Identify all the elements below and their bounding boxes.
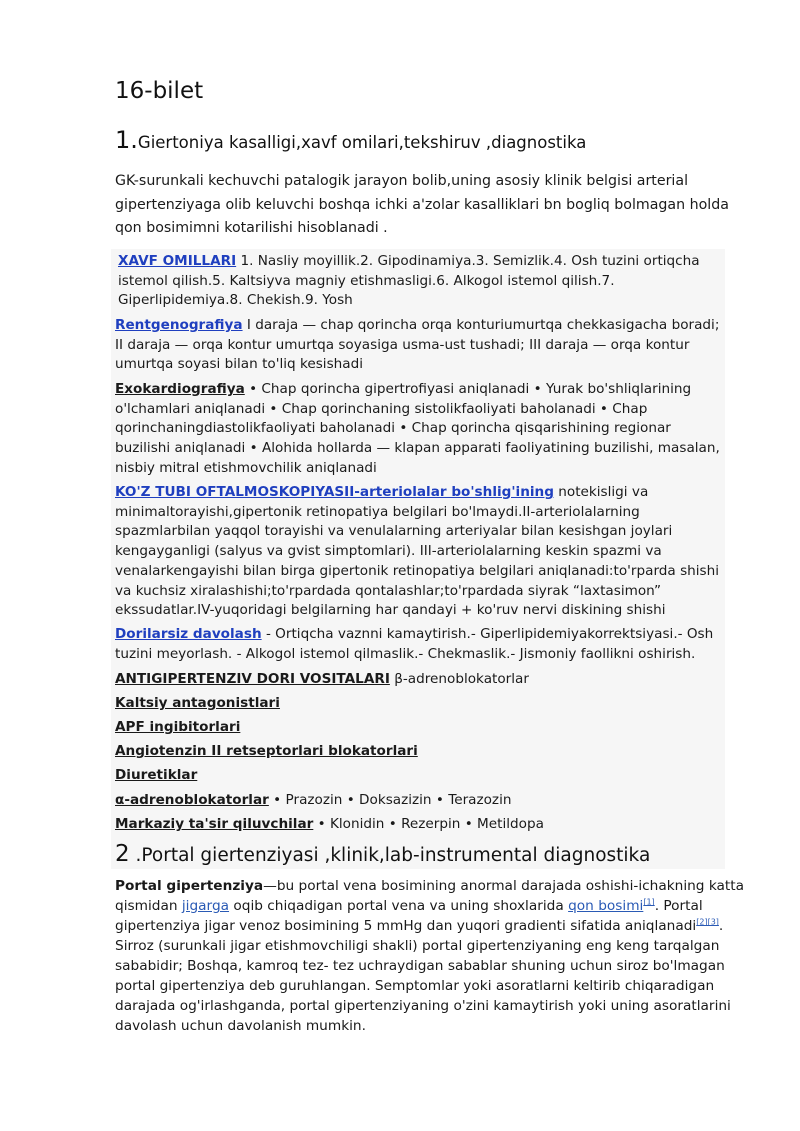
antihypertensive-drugs-line: [115, 670, 725, 690]
portal-hypertension-term: Portal gipertenziya: [115, 878, 264, 894]
ophthalmoscopy-link[interactable]: KO'Z TUBI OFTALMOSKOPIYASII-arteriolalar bo'shlig'ining: [115, 484, 554, 500]
question-2-heading: [115, 841, 650, 867]
risk-factors-paragraph: [115, 252, 725, 311]
arb-line: [115, 742, 725, 762]
arb-label: Angiotenzin II retseptorlari blokatorlari: [115, 743, 418, 759]
ophthalmoscopy-paragraph: [115, 483, 725, 621]
radiography-paragraph: [115, 316, 725, 375]
question-2-number: 2: [115, 841, 130, 867]
portal-text-3: . Portal gipertenziya jigar venoz bosimining 5 mmHg dan yuqori gradienti sifatida aniqlanadi: [115, 898, 703, 934]
calcium-antagonists-line: [115, 694, 725, 714]
portal-text-4: . Sirroz (surunkali jigar etishmovchiligi shakli) portal gipertenziyaning eng keng tarqalgan sababidir; Boshqa, kamroq tez- tez uchraydigan sabablar shuning uchun siroz bo'lmagan portal gipertenziya deb guruhlangan. Semptomlar yoki asoratlarni keltirib chiqaradigan darajada og'irlashganda, portal gipertenziyaning o'zini kamaytirish yoki uning asoratlarini davolash uchun davolanish mumkin.: [115, 918, 731, 1034]
beta-blockers-text: β-adrenoblokatorlar: [389, 671, 529, 687]
non-drug-treatment-link[interactable]: Dorilarsiz davolash: [115, 626, 262, 642]
central-acting-text: • Klonidin • Rezerpin • Metildopa: [313, 816, 544, 832]
ace-inhibitors-label: APF ingibitorlari: [115, 719, 241, 735]
echocardiography-text: • Chap qorincha gipertrofiyasi aniqlanadi • Yurak bo'shliqlarining o'lchamlari aniqlanadi • Chap qorinchaning sistolikfaoliyati baholanadi • Chap qorinchaningdiastolikfaoliyati baholanadi • Chap qorincha qisqarishining regionar buzilishi aniqlanadi • Alohida hollarda — klapan apparati faoliyatining buzilishi, masalan, nisbiy mitral etishmovchilik aniqlanadi: [115, 381, 720, 476]
diuretics-line: [115, 766, 725, 786]
calcium-antagonists-label: Kaltsiy antagonistlari: [115, 695, 280, 711]
central-acting-label: Markaziy ta'sir qiluvchilar: [115, 816, 314, 832]
question-2-text: .Portal giertenziyasi ,klinik,lab-instrumental diagnostika: [129, 845, 651, 866]
alpha-blockers-line: [115, 791, 725, 811]
diuretics-label: Diuretiklar: [115, 767, 198, 783]
central-acting-line: [115, 815, 725, 835]
radiography-text: I daraja — chap qorincha orqa konturiumurtqa chekkasigacha boradi; II daraja — orqa kontur umurtqa soyasiga usma-ust tushadi; III daraja — orqa kontur umurtqa soyasi bilan to'liq kesishadi: [115, 317, 720, 373]
portal-text-2: oqib chiqadigan portal vena va uning shoxlarida: [229, 898, 569, 914]
question-1-heading: [115, 126, 586, 154]
blood-pressure-link[interactable]: qon bosimi: [568, 898, 644, 914]
echocardiography-label: Exokardiografiya: [115, 381, 245, 397]
risk-factors-link[interactable]: XAVF OMILLARI: [118, 253, 237, 269]
echocardiography-paragraph: [115, 380, 725, 479]
non-drug-treatment-paragraph: [115, 625, 725, 664]
citation-1-link[interactable]: [1]: [643, 897, 655, 907]
liver-link[interactable]: jigarga: [181, 898, 230, 914]
ophthalmoscopy-text: notekisligi va minimaltorayishi,gipertonik retinopatiya belgilari bo'lmaydi.II-arteriolalarning spazmlarbilan yaqqol torayishi va venulalarning arteriyalar bilan kesishgan joylari kengayganligi (salyus va gvist simptomlari). III-arteriolalarning keskin spazmi va venalarkengayishi bilan birga gipertonik retinopatiya belgilari aniqlanadi:to'rparda shishi va kuchsiz xiralashishi;to'rpardada qontalashlar;to'rpardada siyrak “laxtasimon” ekssudatlar.IV-yuqoridagi belgilarning har qandayi + ko'ruv nervi diskining shishi: [115, 484, 720, 619]
question-1-text: Giertoniya kasalligi,xavf omilari,tekshiruv ,diagnostika: [137, 133, 587, 152]
citation-2-3-link[interactable]: [2][3]: [696, 917, 719, 927]
antihypertensive-drugs-label: ANTIGIPERTENZIV DORI VOSITALARI: [115, 671, 390, 687]
ticket-title: 16-bilet: [115, 78, 204, 104]
portal-hypertension-paragraph: [115, 876, 745, 1036]
radiography-link[interactable]: Rentgenografiya: [115, 317, 243, 333]
hypertension-definition: GK-surunkali kechuvchi patalogik jarayon bolib,uning asosiy klinik belgisi arterial gipertenziyaga olib keluvchi boshqa ichki a'zolar kasalliklari bn bogliq bolmagan holda qon bosimimni kotarilishi hisoblanadi .: [115, 173, 729, 236]
alpha-blockers-label: α-adrenoblokatorlar: [115, 792, 269, 808]
risk-factors-text: 1. Nasliy moyillik.2. Gipodinamiya.3. Semizlik.4. Osh tuzini ortiqcha istemol qilish.5. Kaltsiyva magniy etishmasligi.6. Alkogol istemol qilish.7. Giperlipidemiya.8. Chekish.9. Yosh: [118, 253, 700, 309]
question-1-number: 1.: [115, 126, 138, 154]
ace-inhibitors-line: [115, 718, 725, 738]
portal-text-1: —bu portal vena bosimining anormal darajada oshishi-ichakning katta qismidan: [115, 878, 745, 914]
non-drug-treatment-text: - Ortiqcha vaznni kamaytirish.- Giperlipidemiyakorrektsiyasi.- Osh tuzini meyorlash. - Alkogol istemol qilmaslik.- Chekmaslik.- Jismoniy faollikni oshirish.: [115, 626, 714, 662]
alpha-blockers-text: • Prazozin • Doksazizin • Terazozin: [268, 792, 512, 808]
